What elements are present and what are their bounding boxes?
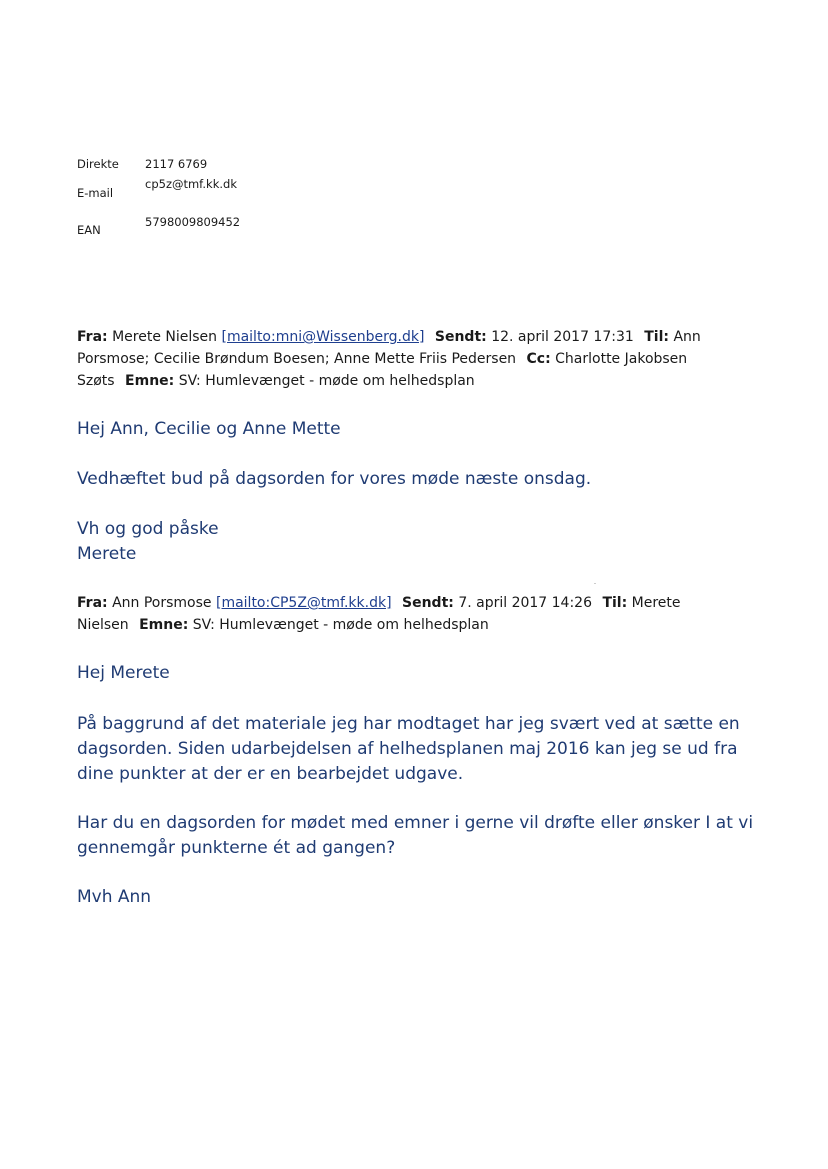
email2-subject-value: SV: Humlevænget - møde om helhedsplan: [192, 617, 489, 633]
email-value: cp5z@tmf.kk.dk: [145, 177, 237, 191]
email1-from-name: Merete Nielsen: [112, 329, 218, 345]
ean-value: 5798009809452: [145, 215, 241, 229]
email1-greeting: Hej Ann, Cecilie og Anne Mette: [77, 419, 341, 439]
email1-sent-label: Sendt:: [434, 329, 487, 345]
email1-from-link[interactable]: [mailto:mni@Wissenberg.dk]: [221, 329, 425, 345]
email2-signoff: Mvh Ann: [77, 887, 152, 907]
email1-sent-value: 12. april 2017 17:31: [491, 329, 634, 345]
email1-cc-label: Cc:: [526, 351, 551, 367]
email1-paragraph: Vedhæftet bud på dagsorden for vores møde næste onsdag.: [77, 469, 592, 489]
email1-subject-label: Emne:: [125, 373, 175, 389]
direkte-value: 2117 6769: [145, 157, 208, 171]
email1-cc-value: Charlotte Jakobsen Szøts: [77, 351, 688, 389]
email2-subject-label: Emne:: [139, 617, 189, 633]
ean-label: EAN: [77, 223, 101, 237]
email2-to-label: Til:: [602, 595, 628, 611]
email2-from-label: Fra:: [77, 595, 108, 611]
email2-sent-label: Sendt:: [402, 595, 454, 611]
email2-to-value: Merete Nielsen: [77, 595, 681, 633]
email2-from-name: Ann Porsmose: [112, 595, 212, 611]
email1-subject-value: SV: Humlevænget - møde om helhedsplan: [178, 373, 475, 389]
email-label: E-mail: [77, 186, 114, 200]
email1-to-label: Til:: [644, 329, 669, 345]
email2-header: [77, 592, 727, 636]
email2-sent-value: 7. april 2017 14:26: [458, 595, 592, 611]
direkte-label: Direkte: [77, 157, 119, 171]
email1-signoff-line2: Merete: [77, 544, 137, 564]
email1-signoff-line1: Vh og god påske: [77, 519, 219, 539]
email1-from-label: Fra:: [77, 329, 108, 345]
email2-paragraph1: På baggrund af det materiale jeg har modtaget har jeg svært ved at sætte en dagsorden. Siden udarbejdelsen af helhedsplanen maj 2016 kan jeg se ud fra dine punkter at der er en bearbejdet udgave.: [77, 714, 740, 784]
email2-paragraph2: Har du en dagsorden for mødet med emner i gerne vil drøfte eller ønsker I at vi gennemgår punkterne ét ad gangen?: [77, 813, 754, 858]
email1-to-value: Ann Porsmose; Cecilie Brøndum Boesen; Anne Mette Friis Pedersen: [77, 329, 701, 367]
scan-speck: [594, 583, 596, 584]
email2-greeting: Hej Merete: [77, 663, 170, 683]
email2-from-link[interactable]: [mailto:CP5Z@tmf.kk.dk]: [215, 595, 392, 611]
email1-header: [77, 326, 727, 392]
